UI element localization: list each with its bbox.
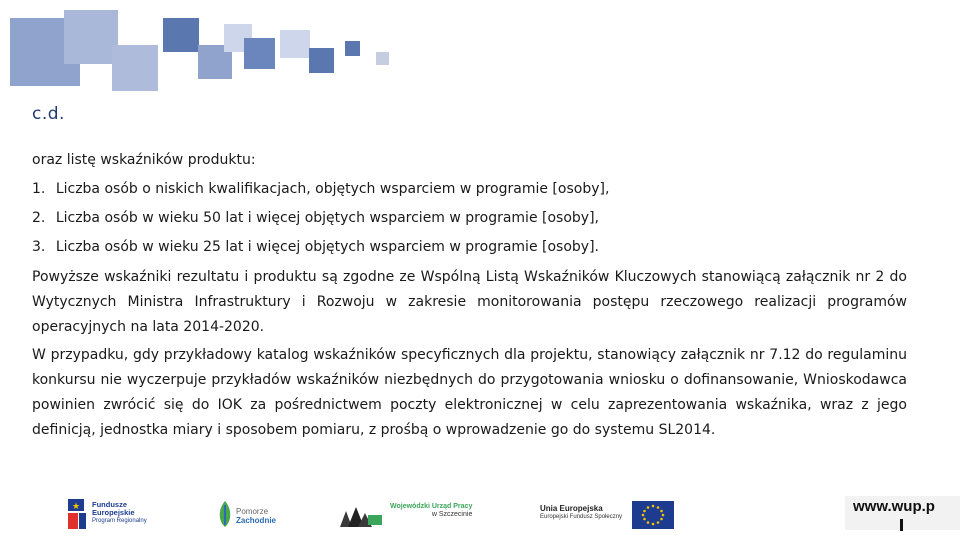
list-text: Liczba osób w wieku 25 lat i więcej objętych wsparciem w programie [osoby]. bbox=[55, 239, 599, 255]
deco-square bbox=[112, 45, 158, 91]
website-link[interactable]: www.wup.p bbox=[853, 498, 935, 515]
wup-blocks-icon bbox=[338, 501, 384, 529]
deco-square bbox=[309, 48, 334, 73]
list-text: Liczba osób o niskich kwalifikacjach, objętych wsparciem w programie [osoby], bbox=[55, 181, 610, 197]
pomorze-zachodnie-logo bbox=[216, 497, 286, 531]
list-item bbox=[32, 210, 599, 226]
logo-text: Europejskie bbox=[92, 508, 135, 517]
deco-square bbox=[376, 52, 389, 65]
list-item bbox=[32, 181, 609, 197]
website-text-cursor bbox=[900, 519, 903, 531]
slide-title: c.d. bbox=[32, 104, 65, 124]
logo-text: Wojewódzki Urząd Pracy bbox=[390, 503, 473, 510]
wup-szczecin-logo bbox=[338, 497, 483, 531]
pomorze-leaf-icon bbox=[216, 499, 234, 529]
logo-text: Zachodnie bbox=[236, 516, 277, 525]
fe-star-icon bbox=[66, 497, 88, 531]
eu-flag-icon bbox=[632, 501, 674, 529]
list-item bbox=[32, 239, 599, 255]
deco-square bbox=[244, 38, 275, 69]
deco-square bbox=[163, 18, 199, 52]
paragraph-instructions: W przypadku, gdy przykładowy katalog wskaźników specyficznych dla projektu, stanowiący załącznik nr 7.12 do regulaminu konkursu nie wyczerpuje przykładów wskaźników niezbędnych do przygotowania wniosku o dofinansowanie, Wnioskodawca powinien zwrócić się do IOK za pośrednictwem poczty elektronicznej w celu zaprezentowania wskaźnika, wraz z jego definicją, jednostka miary i sposobem pomiaru, z prośbą o wprowadzenie go do systemu SL2014. bbox=[32, 347, 907, 438]
logo-text: Unia Europejska bbox=[540, 504, 603, 513]
unia-europejska-logo bbox=[540, 497, 676, 531]
intro-text: oraz listę wskaźników produktu: bbox=[32, 152, 256, 168]
logo-text: w Szczecinie bbox=[431, 511, 473, 518]
logo-text: Program Regionalny bbox=[92, 518, 147, 524]
logo-text: Pomorze bbox=[236, 507, 269, 516]
deco-square bbox=[64, 10, 118, 64]
list-number: 3. bbox=[32, 239, 46, 255]
list-text: Liczba osób w wieku 50 lat i więcej objętych wsparciem w programie [osoby], bbox=[55, 210, 599, 226]
logo-text: Europejski Fundusz Społeczny bbox=[540, 514, 623, 520]
list-number: 1. bbox=[32, 181, 46, 197]
list-number: 2. bbox=[32, 210, 46, 226]
paragraph-compliance: Powyższe wskaźniki rezultatu i produktu są zgodne ze Wspólną Listą Wskaźników Kluczowych stanowiącą załącznik nr 2 do Wytycznych Ministra Infrastruktury i Rozwoju w zakresie monitorowania postępu rzeczowego realizacji programów operacyjnych na lata 2014-2020. bbox=[32, 269, 907, 335]
deco-square bbox=[345, 41, 360, 56]
deco-square bbox=[280, 30, 310, 58]
fundusze-europejskie-logo bbox=[66, 497, 166, 533]
logo-text: Fundusze bbox=[92, 500, 127, 509]
svg-text:★: ★ bbox=[72, 502, 81, 512]
